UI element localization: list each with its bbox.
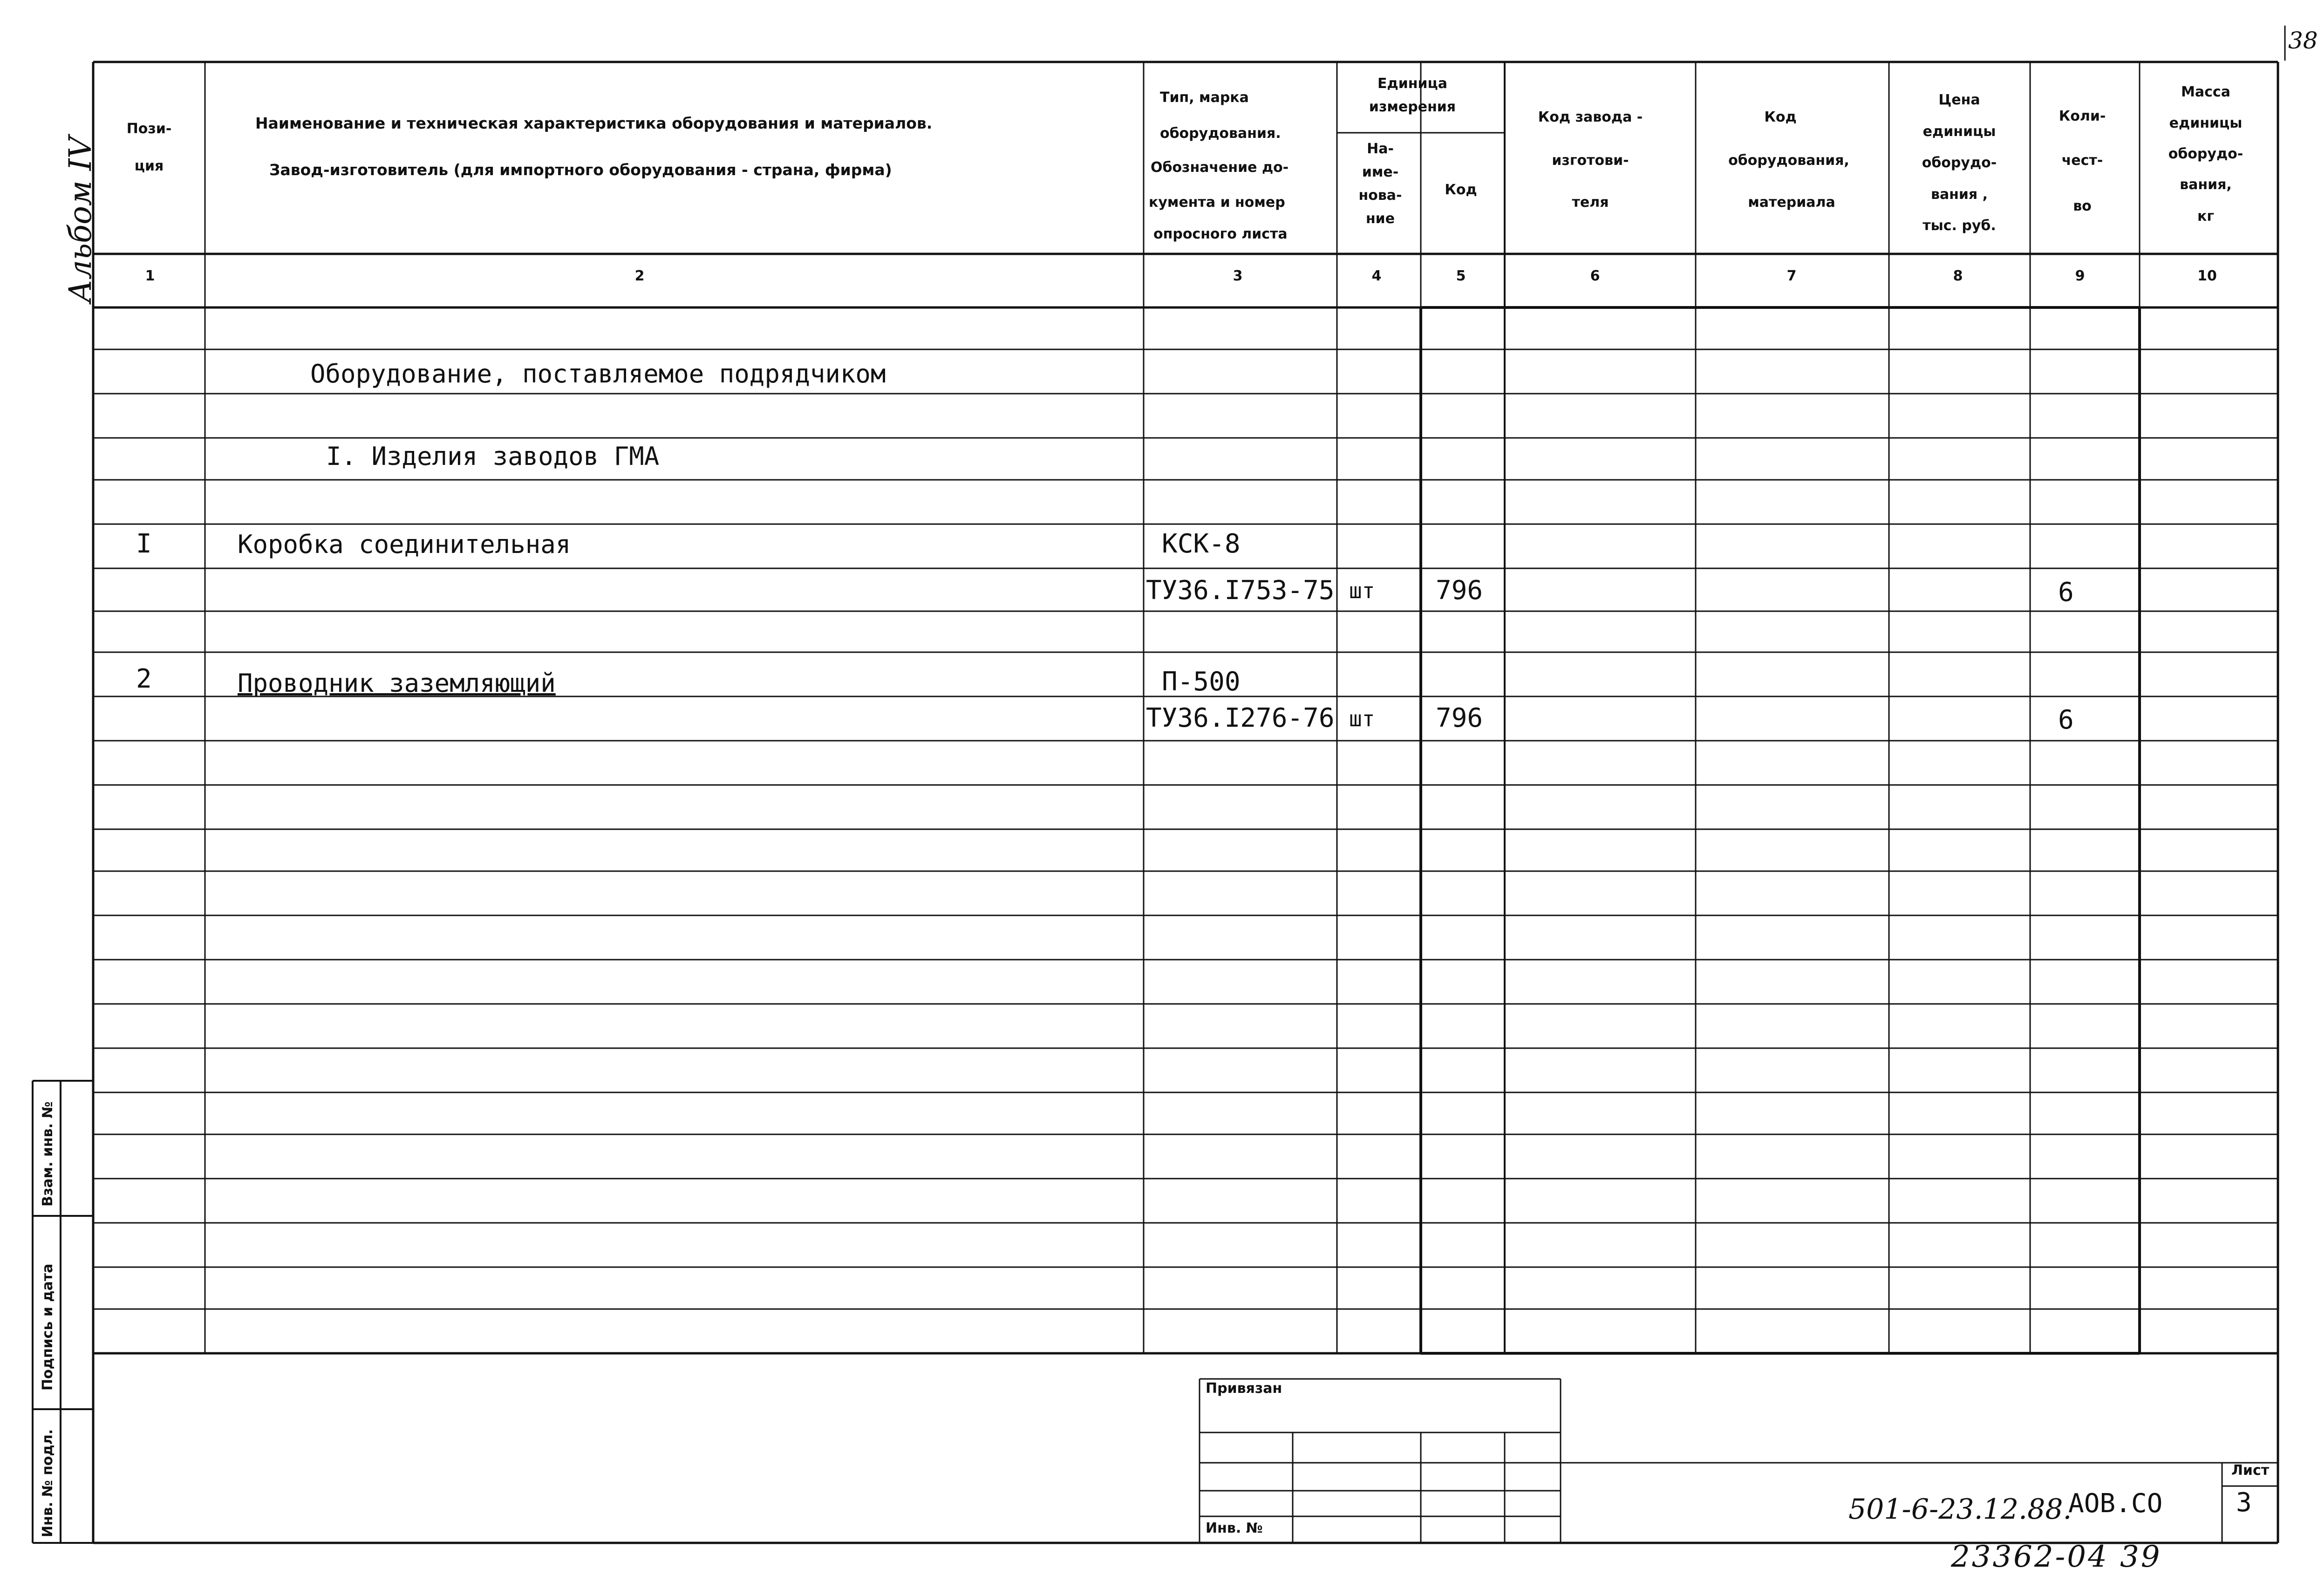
header-position-2: ция: [134, 158, 164, 174]
header-unit-1: Единица: [1377, 75, 1447, 92]
header-price-1: Цена: [1938, 92, 1980, 108]
column-number-3: 3: [1233, 268, 1243, 284]
header-name-line1: Наименование и техническая характеристика оборудования и материалов.: [255, 114, 933, 132]
sidebar-sign-date: Подпись и дата: [40, 1263, 56, 1391]
item-unit-code: 796: [1436, 575, 1483, 606]
header-mass-3: оборудо-: [2168, 146, 2243, 162]
header-quantity-3: во: [2073, 198, 2092, 214]
sidebar-inv-replace: Взам. инв. №: [40, 1101, 56, 1207]
item-name: Коробка соединительная: [238, 530, 571, 559]
album-label: Альбом IV: [62, 136, 98, 303]
header-type-3: Обозначение до-: [1151, 159, 1289, 176]
header-type-5: опросного листа: [1153, 226, 1288, 242]
header-factory-code-3: теля: [1572, 194, 1609, 211]
header-price-3: оборудо-: [1922, 155, 1997, 171]
header-price-4: вания ,: [1930, 186, 1988, 203]
column-number-8: 8: [1953, 268, 1963, 284]
header-factory-code-2: изготови-: [1552, 152, 1629, 169]
header-price-5: тыс. руб.: [1923, 218, 1996, 234]
header-unit-name-3: нова-: [1358, 187, 1402, 204]
item-unit-name: шт: [1349, 578, 1375, 603]
header-unit-2: измерения: [1369, 99, 1456, 115]
header-quantity-2: чест-: [2061, 152, 2103, 169]
item-quantity: 6: [2058, 577, 2074, 607]
stamp-inv-label: Инв. №: [1206, 1520, 1263, 1536]
header-mass-4: вания,: [2180, 177, 2232, 193]
header-type-4: кумента и номер: [1149, 194, 1285, 211]
column-number-4: 4: [1371, 268, 1382, 284]
column-number-1: 1: [145, 268, 155, 284]
page-number: 38: [2288, 27, 2318, 54]
stamp-sheet-label: Лист: [2231, 1462, 2270, 1479]
header-unit-name-2: име-: [1362, 164, 1399, 180]
footer-note: 23362-04 39: [1951, 1540, 2162, 1574]
header-equipment-code-1: Код: [1764, 109, 1797, 125]
header-type-1: Тип, марка: [1160, 89, 1249, 106]
header-equipment-code-3: материала: [1748, 194, 1835, 211]
item-document: ТУ36.I753-75: [1146, 575, 1335, 606]
subsection-title: I. Изделия заводов ГМА: [326, 442, 660, 471]
stamp-attached-label: Привязан: [1206, 1380, 1282, 1397]
item-type: П-500: [1162, 667, 1241, 697]
column-number-2: 2: [634, 268, 645, 284]
item-unit-code: 796: [1436, 703, 1483, 733]
header-mass-5: кг: [2197, 208, 2215, 225]
header-unit-name-4: ние: [1365, 211, 1395, 227]
header-quantity-1: Коли-: [2059, 108, 2106, 124]
header-price-2: единицы: [1923, 123, 1996, 140]
header-mass-2: единицы: [2169, 115, 2243, 131]
item-document: ТУ36.I276-76: [1146, 703, 1335, 733]
item-position: I: [136, 529, 152, 559]
column-number-5: 5: [1456, 268, 1466, 284]
stamp-designation-handwritten: 501-6-23.12.88.: [1848, 1493, 2072, 1526]
column-number-9: 9: [2075, 268, 2085, 284]
header-type-2: оборудования.: [1160, 125, 1281, 142]
stamp-designation-typed: АОВ.СО: [2068, 1488, 2163, 1519]
header-factory-code-1: Код завода -: [1538, 109, 1643, 125]
item-unit-name: шт: [1349, 706, 1375, 731]
header-equipment-code-2: оборудования,: [1728, 152, 1849, 169]
stamp-sheet-number: 3: [2236, 1487, 2252, 1518]
header-mass-1: Масса: [2181, 84, 2230, 100]
column-number-10: 10: [2197, 268, 2217, 284]
header-position-1: Пози-: [126, 121, 172, 137]
section-title: Оборудование, поставляемое подрядчиком: [310, 359, 886, 389]
column-number-7: 7: [1786, 268, 1797, 284]
header-unit-name-1: На-: [1367, 141, 1394, 157]
sidebar-inv-original: Инв. № подл.: [40, 1429, 56, 1537]
item-type: КСК-8: [1162, 529, 1241, 559]
header-unit-code: Код: [1445, 182, 1477, 198]
header-name-line2: Завод-изготовитель (для импортного оборудования - страна, фирма): [269, 161, 892, 179]
item-position: 2: [136, 664, 152, 694]
item-quantity: 6: [2058, 705, 2074, 735]
column-number-6: 6: [1590, 268, 1600, 284]
item-name: Проводник заземляющий: [238, 668, 556, 698]
